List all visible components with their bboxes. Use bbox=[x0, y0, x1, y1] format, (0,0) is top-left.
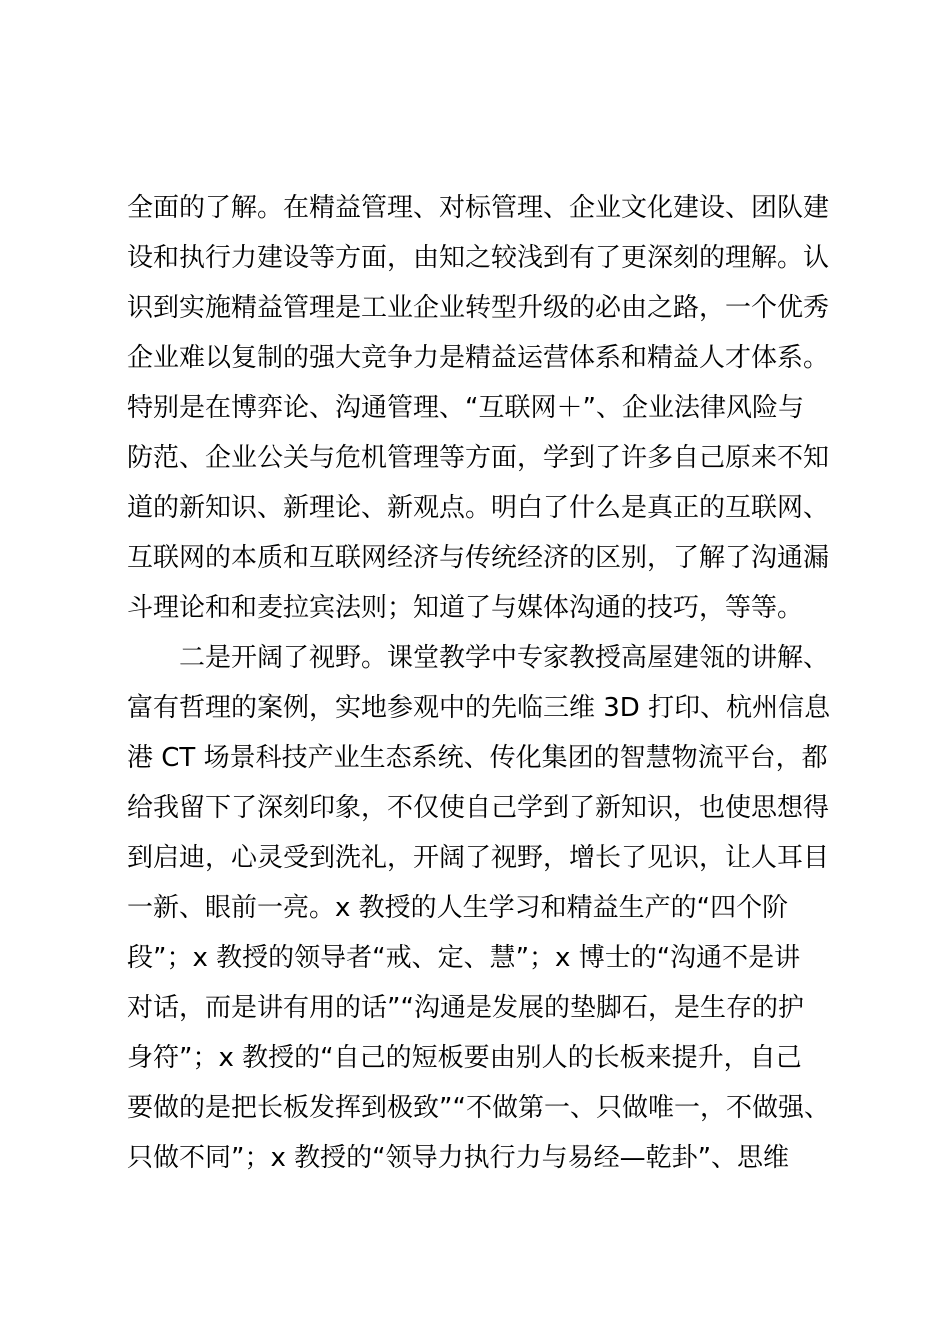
text-line: 到启迪，心灵受到洗礼，开阔了视野，增长了见识，让人耳目 bbox=[127, 843, 830, 873]
text-line: 身符”；x 教授的“自己的短板要由别人的长板来提升，自己 bbox=[127, 1043, 802, 1073]
text-line: 设和执行力建设等方面，由知之较浅到有了更深刻的理解。认 bbox=[127, 243, 830, 273]
text-line: 要做的是把长板发挥到极致”“不做第一、只做唯一，不做强、 bbox=[127, 1093, 830, 1123]
text-line: 给我留下了深刻印象，不仅使自己学到了新知识，也使思想得 bbox=[127, 793, 830, 823]
text-line: 一新、眼前一亮。x 教授的人生学习和精益生产的“四个阶 bbox=[127, 893, 789, 923]
text-line: 斗理论和和麦拉宾法则；知道了与媒体沟通的技巧，等等。 bbox=[127, 593, 804, 623]
text-line: 富有哲理的案例，实地参观中的先临三维 3D 打印、杭州信息 bbox=[127, 693, 831, 723]
text-line: 特别是在博弈论、沟通管理、“互联网＋”、企业法律风险与 bbox=[127, 393, 804, 423]
paragraph-start-line: 二是开阔了视野。课堂教学中专家教授高屋建瓴的讲解、 bbox=[179, 643, 830, 673]
text-line: 段”；x 教授的领导者“戒、定、慧”；x 博士的“沟通不是讲 bbox=[127, 943, 801, 973]
text-line: 全面的了解。在精益管理、对标管理、企业文化建设、团队建 bbox=[127, 193, 830, 223]
text-line: 港 CT 场景科技产业生态系统、传化集团的智慧物流平台，都 bbox=[127, 743, 828, 773]
text-line: 只做不同”；x 教授的“领导力执行力与易经—乾卦”、思维 bbox=[127, 1143, 790, 1173]
text-line: 识到实施精益管理是工业企业转型升级的必由之路，一个优秀 bbox=[127, 293, 830, 323]
text-line: 道的新知识、新理论、新观点。明白了什么是真正的互联网、 bbox=[127, 493, 830, 523]
text-line: 防范、企业公关与危机管理等方面，学到了许多自己原来不知 bbox=[127, 443, 830, 473]
text-line: 互联网的本质和互联网经济与传统经济的区别，了解了沟通漏 bbox=[127, 543, 830, 573]
text-line: 企业难以复制的强大竞争力是精益运营体系和精益人才体系。 bbox=[127, 343, 830, 373]
text-line: 对话，而是讲有用的话”“沟通是发展的垫脚石，是生存的护 bbox=[127, 993, 804, 1023]
